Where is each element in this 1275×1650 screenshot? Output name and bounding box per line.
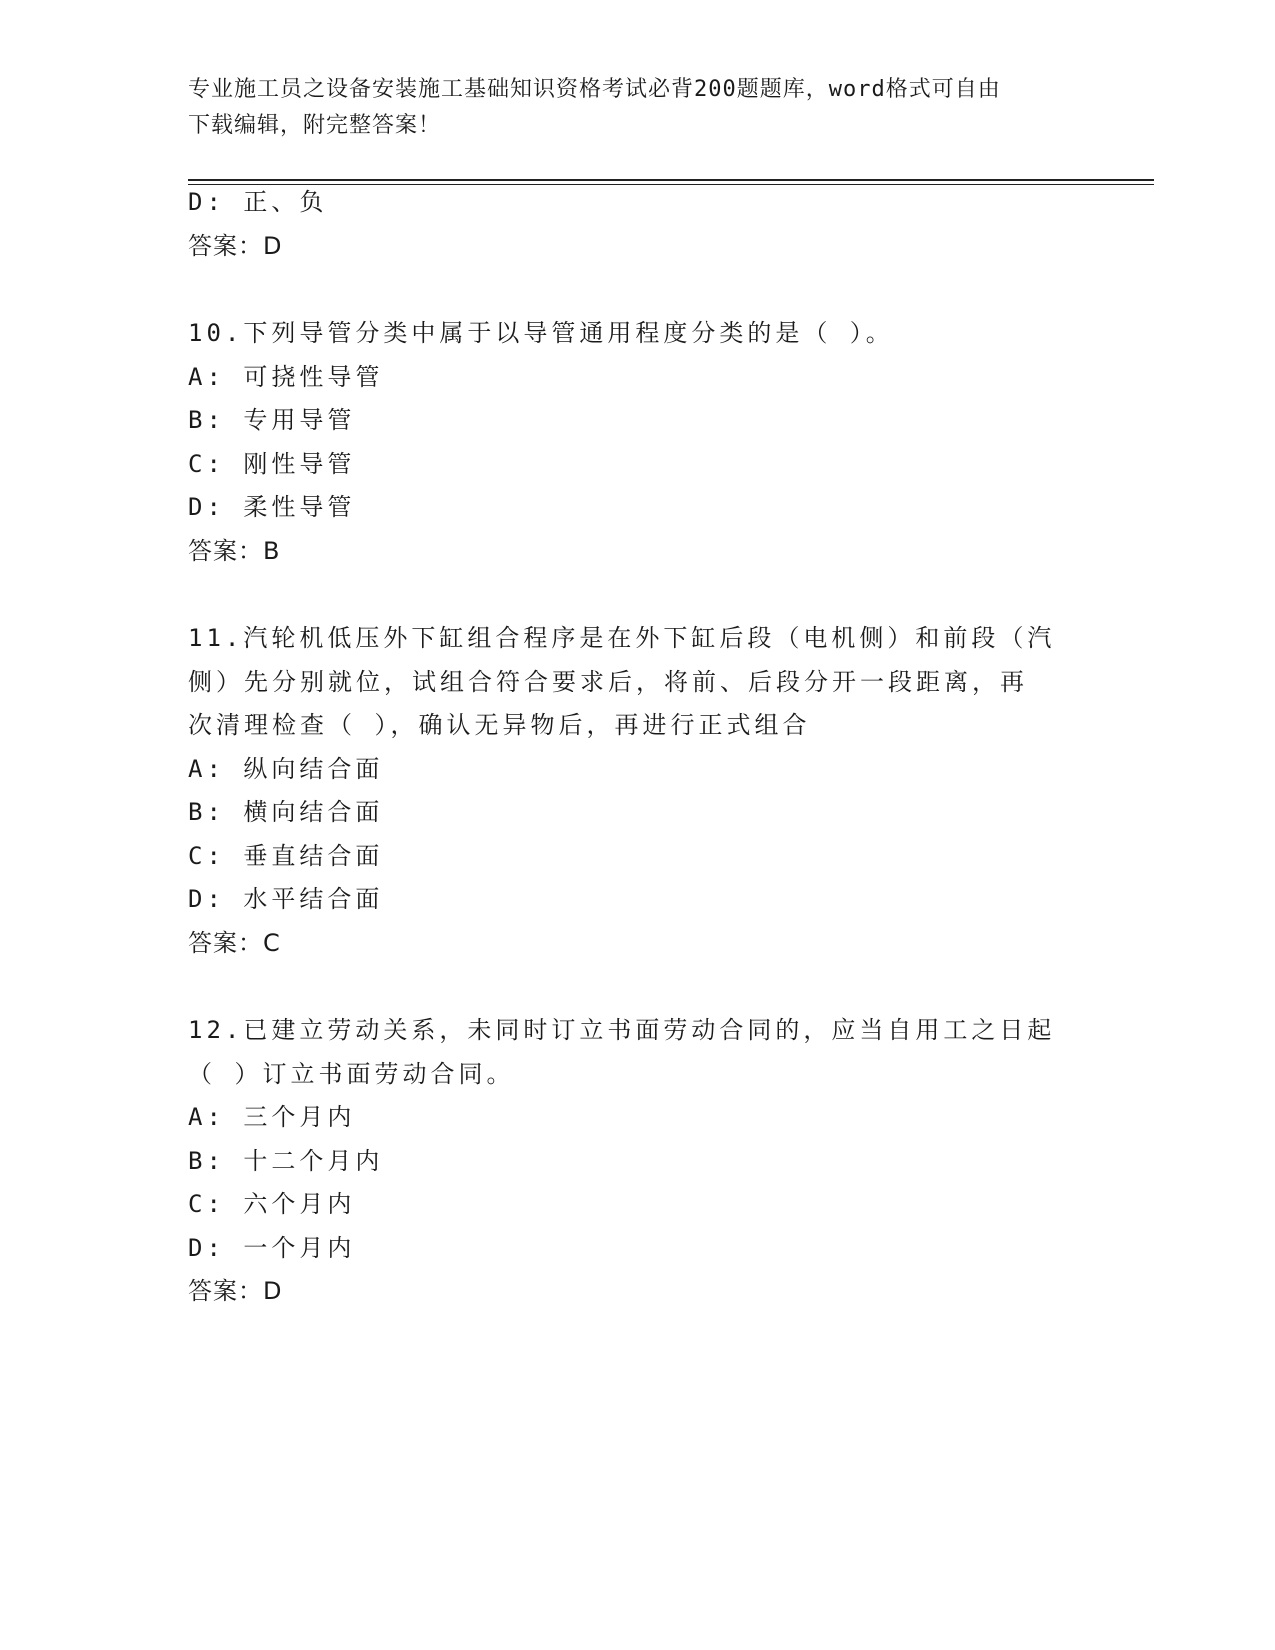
q12-option-b: B: 十二个月内 xyxy=(188,1147,384,1175)
q11-stem-line-1: 11.汽轮机低压外下缸组合程序是在外下缸后段（电机侧）和前段（汽 xyxy=(188,624,1056,652)
q10-answer: 答案：B xyxy=(188,537,281,565)
prev-answer: 答案：D xyxy=(188,232,283,260)
q12-stem-line-2: （ ）订立书面劳动合同。 xyxy=(188,1060,515,1088)
header-divider-thick xyxy=(188,179,1154,181)
q11-answer: 答案：C xyxy=(188,929,281,957)
q10-option-c: C: 刚性导管 xyxy=(188,450,356,478)
header-line-2: 下载编辑，附完整答案！ xyxy=(188,113,442,138)
q10-stem-line-1: 10.下列导管分类中属于以导管通用程度分类的是（ ）。 xyxy=(188,319,894,347)
header-divider-thin xyxy=(188,184,1154,185)
q11-stem-line-3: 次清理检查（ ），确认无异物后，再进行正式组合 xyxy=(188,711,811,739)
q12-answer: 答案：D xyxy=(188,1277,283,1305)
q11-option-d: D: 水平结合面 xyxy=(188,885,384,913)
q12-option-d: D: 一个月内 xyxy=(188,1234,356,1262)
q11-option-c: C: 垂直结合面 xyxy=(188,842,384,870)
q12-stem-line-1: 12.已建立劳动关系，未同时订立书面劳动合同的，应当自用工之日起 xyxy=(188,1016,1056,1044)
q10-option-a: A: 可挠性导管 xyxy=(188,363,384,391)
q11-option-a: A: 纵向结合面 xyxy=(188,755,384,783)
q10-option-d: D: 柔性导管 xyxy=(188,493,356,521)
q11-stem-line-2: 侧）先分别就位，试组合符合要求后，将前、后段分开一段距离，再 xyxy=(188,668,1028,696)
q11-option-b: B: 横向结合面 xyxy=(188,798,384,826)
q10-option-b: B: 专用导管 xyxy=(188,406,356,434)
prev-option-d: D: 正、负 xyxy=(188,188,328,216)
header-line-1: 专业施工员之设备安装施工基础知识资格考试必背200题题库，word格式可自由 xyxy=(188,77,1001,102)
q12-option-a: A: 三个月内 xyxy=(188,1103,356,1131)
document-header xyxy=(188,72,1088,144)
q12-option-c: C: 六个月内 xyxy=(188,1190,356,1218)
